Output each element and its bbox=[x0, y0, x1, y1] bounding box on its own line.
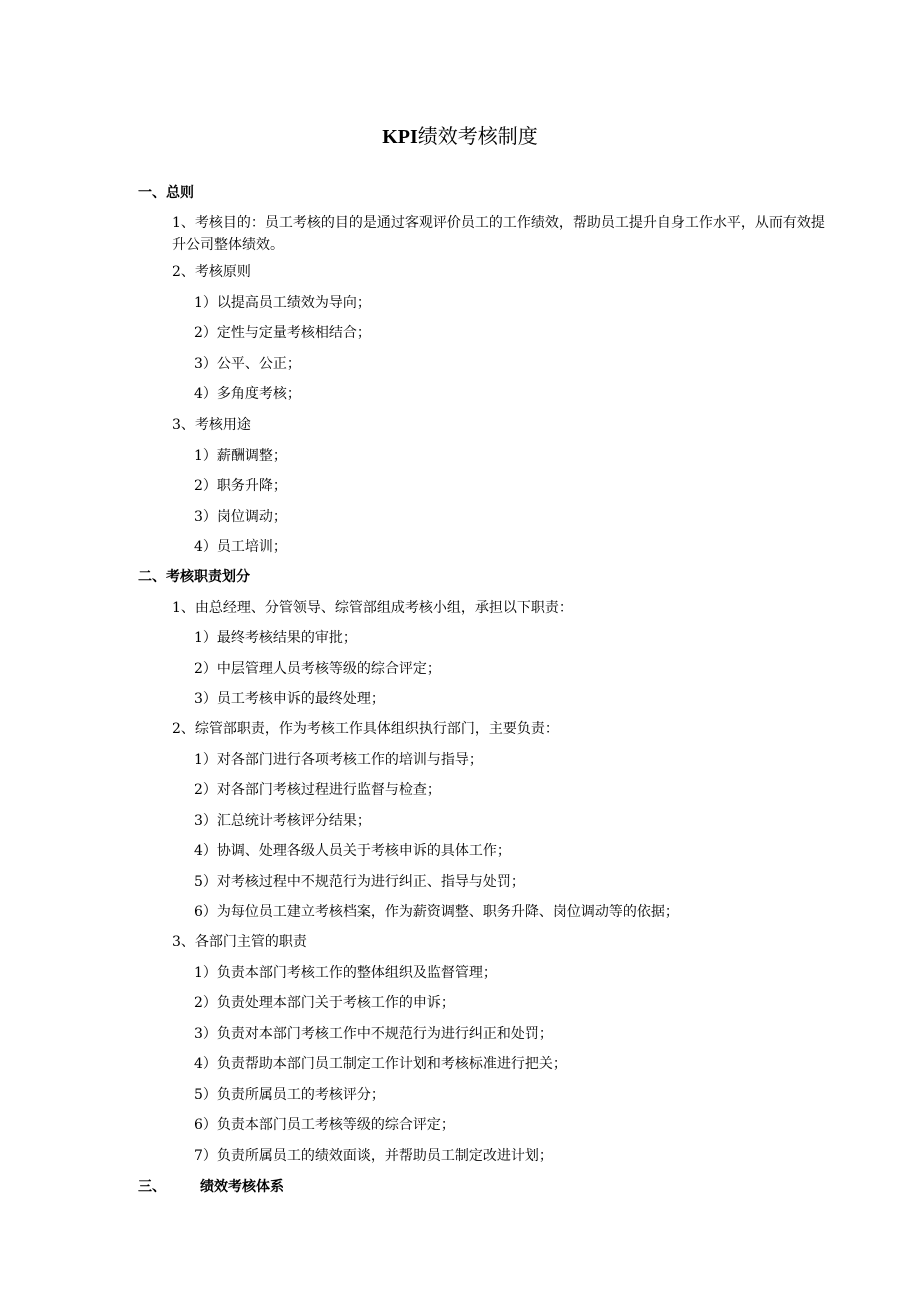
section-2-paragraph-1: 1、由总经理、分管领导、综管部组成考核小组，承担以下职责： bbox=[172, 600, 573, 616]
list-item: 7）负责所属员工的绩效面谈，并帮助员工制定改进计划； bbox=[194, 1148, 553, 1164]
list-item: 4）负责帮助本部门员工制定工作计划和考核标准进行把关； bbox=[194, 1056, 567, 1072]
list-item: 4）协调、处理各级人员关于考核申诉的具体工作； bbox=[194, 843, 511, 859]
document-title bbox=[0, 122, 920, 151]
section-3-heading: 绩效考核体系 bbox=[200, 1179, 284, 1195]
list-item: 1）以提高员工绩效为导向； bbox=[194, 295, 371, 311]
title-text: 绩效考核制度 bbox=[417, 124, 538, 148]
section-3-number: 三、 bbox=[138, 1179, 166, 1195]
list-item: 2）职务升降； bbox=[194, 478, 287, 494]
list-item: 3）员工考核申诉的最终处理； bbox=[194, 691, 385, 707]
list-item: 1）负责本部门考核工作的整体组织及监督管理； bbox=[194, 965, 497, 981]
list-item: 1）薪酬调整； bbox=[194, 448, 287, 464]
list-item: 3）岗位调动； bbox=[194, 509, 287, 525]
list-item: 4）员工培训； bbox=[194, 539, 287, 555]
list-item: 2）对各部门考核过程进行监督与检查； bbox=[194, 782, 441, 798]
section-1-heading: 一、总则 bbox=[138, 185, 194, 201]
list-item: 2）中层管理人员考核等级的综合评定； bbox=[194, 661, 441, 677]
list-item: 1）对各部门进行各项考核工作的培训与指导； bbox=[194, 752, 483, 768]
section-1-paragraph-2: 2、考核原则 bbox=[172, 264, 251, 280]
list-item: 5）对考核过程中不规范行为进行纠正、指导与处罚； bbox=[194, 874, 525, 890]
list-item: 6）为每位员工建立考核档案，作为薪资调整、职务升降、岗位调动等的依据； bbox=[194, 904, 679, 920]
list-item: 3）公平、公正； bbox=[194, 356, 301, 372]
list-item: 2）定性与定量考核相结合； bbox=[194, 325, 371, 341]
list-item: 4）多角度考核； bbox=[194, 386, 301, 402]
section-2-heading: 二、考核职责划分 bbox=[138, 569, 250, 585]
list-item: 1）最终考核结果的审批； bbox=[194, 630, 357, 646]
list-item: 6）负责本部门员工考核等级的综合评定； bbox=[194, 1117, 455, 1133]
list-item: 5）负责所属员工的考核评分； bbox=[194, 1087, 385, 1103]
list-item: 2）负责处理本部门关于考核工作的申诉； bbox=[194, 995, 455, 1011]
section-1-paragraph-3: 3、考核用途 bbox=[172, 417, 251, 433]
title-prefix: KPI bbox=[382, 126, 418, 148]
section-2-paragraph-3: 3、各部门主管的职责 bbox=[172, 934, 307, 950]
list-item: 3）负责对本部门考核工作中不规范行为进行纠正和处罚； bbox=[194, 1026, 553, 1042]
section-1-paragraph-1: 1、考核目的：员工考核的目的是通过客观评价员工的工作绩效，帮助员工提升自身工作水平，从而有效提升公司整体绩效。 bbox=[172, 215, 825, 253]
list-item: 3）汇总统计考核评分结果； bbox=[194, 813, 371, 829]
section-2-paragraph-2: 2、综管部职责，作为考核工作具体组织执行部门，主要负责： bbox=[172, 721, 559, 737]
